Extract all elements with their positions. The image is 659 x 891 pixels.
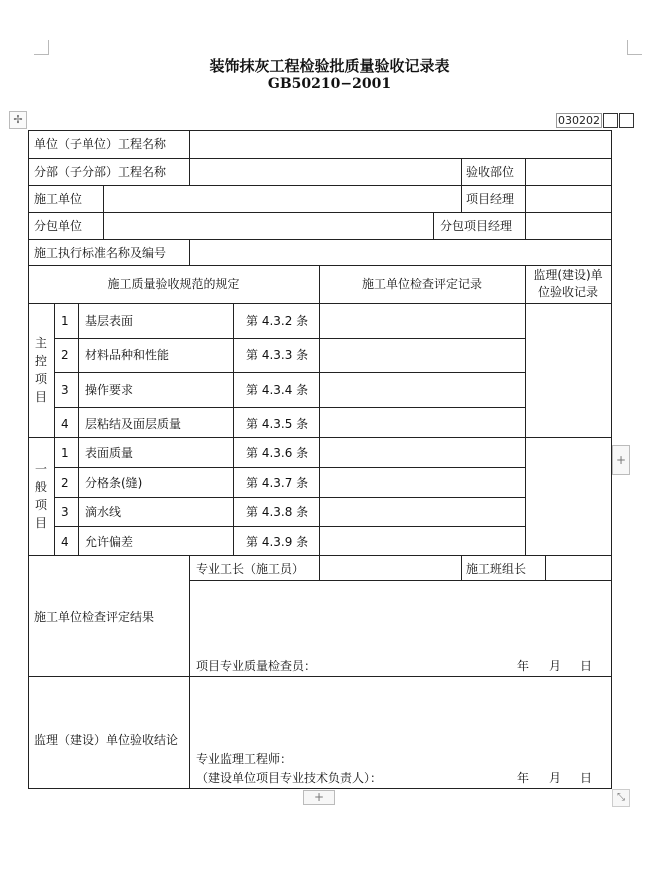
header-supervision-line2: 位验收记录 — [537, 285, 598, 299]
group-label-char: 目 — [34, 516, 47, 530]
item-no: 2 — [61, 348, 69, 362]
item-clause: 第 4.3.2 条 — [246, 314, 309, 328]
table-move-icon[interactable]: ✢ — [9, 111, 27, 129]
group-label-char: 主 — [34, 336, 47, 350]
page-corner-mark-right — [627, 40, 642, 55]
item-no: 1 — [61, 314, 69, 328]
header-check-record: 施工单位检查评定记录 — [361, 277, 482, 291]
form-code — [556, 113, 634, 128]
item-no: 1 — [61, 446, 69, 460]
label-subcontract-manager: 分包项目经理 — [440, 219, 513, 233]
label-standard-name: 施工执行标准名称及编号 — [34, 246, 167, 260]
date-year: 年 — [517, 659, 530, 673]
item-name: 表面质量 — [85, 446, 134, 460]
header-supervision-line1: 监理(建设)单 — [533, 268, 603, 282]
item-name: 滴水线 — [85, 505, 122, 519]
table-resize-icon[interactable]: ⤡ — [612, 789, 630, 807]
group-label-char: 一 — [34, 462, 47, 476]
add-column-plus-icon[interactable]: + — [612, 445, 630, 475]
group-label-char: 项 — [34, 372, 47, 386]
item-no: 3 — [61, 505, 69, 519]
item-name: 操作要求 — [85, 383, 134, 397]
add-row-plus-icon[interactable]: + — [303, 790, 335, 805]
item-name: 基层表面 — [85, 314, 134, 328]
label-owner-tech-lead: （建设单位项目专业技术负责人）： — [196, 771, 383, 785]
item-name: 层粘结及面层质量 — [85, 417, 182, 431]
form-title: 装饰抹灰工程检验批质量验收记录表 — [209, 57, 450, 75]
group-label-char: 项 — [34, 498, 47, 512]
item-no: 4 — [61, 417, 69, 431]
label-project-manager: 项目经理 — [466, 192, 515, 206]
date-day: 日 — [580, 771, 593, 785]
date-year: 年 — [517, 771, 530, 785]
date-day: 日 — [580, 659, 593, 673]
label-construction-unit: 施工单位 — [34, 192, 83, 206]
label-quality-inspector: 项目专业质量检查员： — [196, 659, 317, 673]
date-month: 月 — [549, 659, 562, 673]
group-label-char: 目 — [34, 390, 47, 404]
form-code-box-1[interactable] — [603, 113, 618, 128]
item-no: 3 — [61, 383, 69, 397]
item-clause: 第 4.3.3 条 — [246, 348, 309, 362]
group-label-general — [34, 460, 48, 532]
form-code-text: 030202 — [558, 114, 600, 127]
item-name: 材料品种和性能 — [85, 348, 170, 362]
page-corner-mark-left — [34, 40, 49, 55]
label-subcontract-unit: 分包单位 — [34, 219, 83, 233]
item-name: 分格条(缝) — [85, 476, 143, 490]
label-acceptance-part: 验收部位 — [466, 165, 515, 179]
label-supervision-engineer: 专业监理工程师： — [196, 752, 293, 766]
group-label-char: 控 — [34, 354, 47, 368]
header-spec: 施工质量验收规范的规定 — [107, 277, 240, 291]
label-check-result: 施工单位检查评定结果 — [34, 610, 155, 624]
item-clause: 第 4.3.6 条 — [246, 446, 309, 460]
item-clause: 第 4.3.8 条 — [246, 505, 309, 519]
item-no: 4 — [61, 535, 69, 549]
standard-code: GB50210−2001 — [267, 76, 392, 92]
group-label-char: 般 — [34, 480, 47, 494]
item-clause: 第 4.3.9 条 — [246, 535, 309, 549]
date-month: 月 — [549, 771, 562, 785]
label-unit-project: 单位（子单位）工程名称 — [34, 137, 167, 151]
item-name: 允许偏差 — [85, 535, 134, 549]
item-clause: 第 4.3.7 条 — [246, 476, 309, 490]
label-supervision-conclusion: 监理（建设）单位验收结论 — [34, 733, 179, 747]
group-label-main — [34, 334, 48, 406]
item-no: 2 — [61, 476, 69, 490]
label-sub-project: 分部（子分部）工程名称 — [34, 165, 167, 179]
item-clause: 第 4.3.5 条 — [246, 417, 309, 431]
item-clause: 第 4.3.4 条 — [246, 383, 309, 397]
form-code-box-2[interactable] — [619, 113, 634, 128]
label-foreman: 专业工长（施工员） — [196, 562, 305, 576]
label-team-leader: 施工班组长 — [466, 562, 527, 576]
